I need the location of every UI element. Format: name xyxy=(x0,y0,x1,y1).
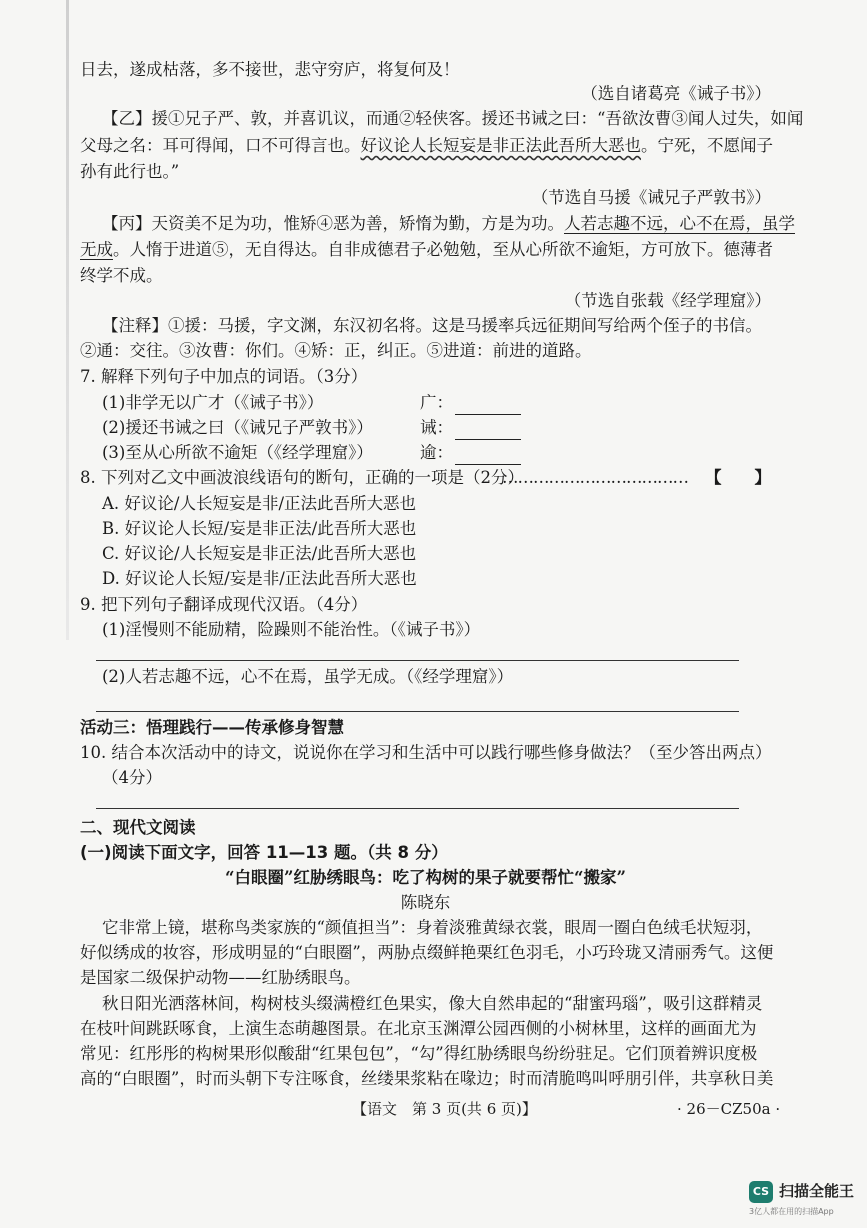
paper-code: · 26－CZ50a · xyxy=(677,1100,781,1118)
article-author: 陈晓东 xyxy=(400,893,451,912)
passage-bing-line xyxy=(80,238,771,262)
watermark-subtitle: 3亿人都在用的扫描App xyxy=(749,1207,834,1216)
answer-line[interactable] xyxy=(96,660,739,661)
answer-blank[interactable] xyxy=(455,423,521,440)
passage-bing-line xyxy=(80,212,795,236)
question-9-sentence-1: (1)淫慢则不能励精，险躁则不能治性。（《诫子书》） xyxy=(102,620,481,639)
article-paragraph-line: 是国家二级保护动物——红胁绣眼鸟。 xyxy=(80,968,361,987)
text-line: 日去，遂成枯落，多不接世，悲守穷庐，将复何及！ xyxy=(80,60,460,79)
watermark-name: 扫描全能王 xyxy=(779,1182,855,1200)
wavy-underlined-sentence: 好议论人长短妄是非正法此吾所大恶也 xyxy=(360,136,641,155)
answer-label-text: 逾： xyxy=(420,443,453,462)
passage-bing-line: 终学不成。 xyxy=(80,266,163,285)
annotation-line: 【注释】①援：马援，字文渊，东汉初名将。这是马援率兵远征期间写给两个侄子的书信。 xyxy=(102,316,762,335)
text-segment: 父母之名：耳可得闻，口不可得言也。 xyxy=(80,136,361,155)
page-fold-shadow xyxy=(66,0,69,640)
question-7-item xyxy=(80,391,771,415)
article-title: “白眼圈”红胁绣眼鸟：吃了构树的果子就要帮忙“搬家” xyxy=(225,868,626,887)
question-10-stem: 10. 结合本次活动中的诗文，说说你在学习和生活中可以践行哪些修身做法？（至少答出两点） xyxy=(80,743,772,762)
item-text: (3)至从心所欲不逾矩（《经学理窟》） xyxy=(102,443,373,462)
annotation-line: ②通：交往。③汝曹：你们。④矫：正，纠正。⑤进道：前进的道路。 xyxy=(80,341,592,360)
activity-heading: 活动三：悟理践行——传承修身智慧 xyxy=(80,718,344,737)
text-segment: 【丙】天资美不足为功，惟矫④恶为善，矫惰为勤，方是为功。 xyxy=(102,214,564,233)
dot-leader: ……………………………… xyxy=(502,468,688,487)
passage-yi-line: 【乙】援①兄子严、敦，并喜讥议，而通②轻侠客。援还书诫之曰：“吾欲汝曹③闻人过失，如闻 xyxy=(102,109,804,128)
article-paragraph-line: 好似绣成的妆容，形成明显的“白眼圈”，两胁点缀鲜艳栗红色羽毛，小巧玲珑又清丽秀气。这便 xyxy=(80,943,774,962)
answer-label-text: 诫： xyxy=(420,418,453,437)
subsection-heading: (一)阅读下面文字，回答 11—13 题。（共 8 分） xyxy=(80,843,448,862)
source-note: （节选自张载《经学理窟》） xyxy=(564,291,771,310)
answer-label xyxy=(420,391,521,415)
camscanner-logo-icon: CS xyxy=(749,1181,773,1203)
article-paragraph-line: 它非常上镜，堪称鸟类家族的“颜值担当”：身着淡雅黄绿衣裳，眼周一圈白色绒毛状短羽， xyxy=(102,918,763,937)
question-7-item xyxy=(80,441,771,465)
text-segment: 。宁死，不愿闻子 xyxy=(641,136,773,155)
underlined-sentence: 人若志趣不远，心不在焉，虽学 xyxy=(564,214,795,233)
answer-blank[interactable] xyxy=(455,398,521,415)
answer-label xyxy=(420,441,521,465)
question-8-text: 8. 下列对乙文中画波浪线语句的断句，正确的一项是（2分） xyxy=(80,468,524,487)
option-b: B. 好议论人长短/妄是非正法/此吾所大恶也 xyxy=(102,519,417,538)
item-text: (2)援还书诫之曰（《诫兄子严敦书》） xyxy=(102,418,373,437)
passage-yi-line: 孙有此行也。” xyxy=(80,162,180,181)
question-10-score: （4分） xyxy=(102,768,162,787)
article-paragraph-line: 在枝叶间跳跃啄食，上演生态萌趣图景。在北京玉渊潭公园西侧的小树林里，这样的画面尤为 xyxy=(80,1019,757,1038)
question-7-item xyxy=(80,416,771,440)
text-segment: 。人惰于进道⑤，无自得达。自非成德君子必勉勉，至从心所欲不逾矩，方可放下。德薄者 xyxy=(113,240,773,259)
answer-bracket[interactable]: 【 】 xyxy=(705,468,771,487)
article-paragraph-line: 高的“白眼圈”，时而头朝下专注啄食，丝缕果浆粘在喙边；时而清脆鸣叫呼朋引伴，共享秋日美 xyxy=(80,1069,774,1088)
underlined-sentence: 无成 xyxy=(80,240,113,259)
source-note: （节选自马援《诫兄子严敦书》） xyxy=(531,188,771,207)
answer-line[interactable] xyxy=(96,711,739,712)
article-paragraph-line: 秋日阳光洒落林间，构树枝头缀满橙红色果实，像大自然串起的“甜蜜玛瑙”，吸引这群精灵 xyxy=(102,994,763,1013)
answer-label-text: 广： xyxy=(420,393,453,412)
answer-blank[interactable] xyxy=(455,448,521,465)
question-8-stem xyxy=(80,466,771,490)
option-a: A. 好议论/人长短妄是非/正法此吾所大恶也 xyxy=(102,494,417,513)
item-text: (1)非学无以广才（《诫子书》） xyxy=(102,393,324,412)
question-7-stem: 7. 解释下列句子中加点的词语。（3分） xyxy=(80,367,368,386)
answer-line[interactable] xyxy=(96,808,739,809)
question-9-stem: 9. 把下列句子翻译成现代汉语。（4分） xyxy=(80,595,368,614)
section-heading: 二、现代文阅读 xyxy=(80,818,196,837)
passage-yi-line xyxy=(80,134,771,158)
article-paragraph-line: 常见：红彤彤的构树果形似酸甜“红果包包”，“勾”得红胁绣眼鸟纷纷驻足。它们顶着辨识度极 xyxy=(80,1044,758,1063)
page-footer: 【语文 第 3 页(共 6 页)】 xyxy=(352,1100,537,1118)
question-9-sentence-2: (2)人若志趣不远，心不在焉，虽学无成。（《经学理窟》） xyxy=(102,667,514,686)
answer-label xyxy=(420,416,521,440)
option-c: C. 好议论/人长短妄是非正法/此吾所大恶也 xyxy=(102,544,417,563)
source-note: （选自诸葛亮《诫子书》） xyxy=(581,84,771,103)
option-d: D. 好议论人长短/妄是非/正法此吾所大恶也 xyxy=(102,569,417,588)
